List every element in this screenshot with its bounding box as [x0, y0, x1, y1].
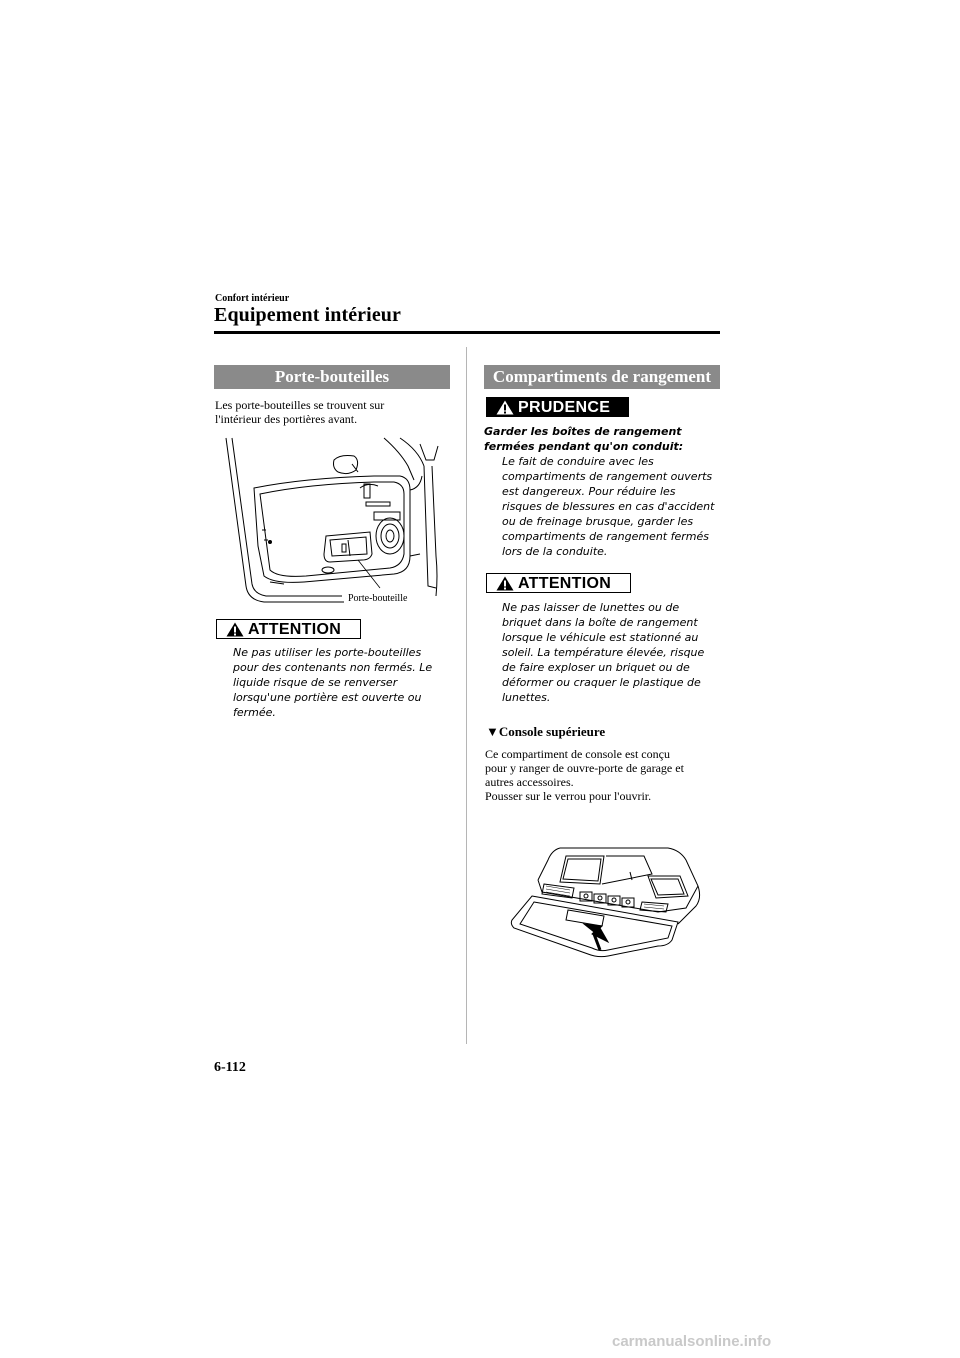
- page-title: Equipement intérieur: [214, 304, 401, 326]
- text-line: Ce compartiment de console est conçu: [485, 747, 670, 761]
- text-line: lunettes.: [502, 691, 551, 704]
- text-line: risques de blessures en cas d'accident: [502, 500, 715, 513]
- header-rule: [214, 331, 720, 334]
- figure-label-porte-bouteille: Porte-bouteille: [348, 593, 408, 604]
- text-line: déformer ou craquer le plastique de: [502, 676, 701, 689]
- text-line: pour des contenants non fermés. Le: [233, 661, 433, 674]
- text-line: lorsqu'une portière est ouverte ou: [233, 691, 422, 704]
- attention-text-left: [233, 645, 432, 720]
- triangle-down-icon: ▼: [486, 724, 499, 739]
- text-line: l'intérieur des portières avant.: [215, 412, 358, 426]
- text-line: Ne pas utiliser les porte-bouteilles: [233, 646, 422, 659]
- text-line: fermée.: [233, 706, 276, 719]
- text-line: Ne pas laisser de lunettes ou de: [502, 601, 680, 614]
- subheading-text: Console supérieure: [498, 724, 606, 739]
- attention-text-right: [502, 600, 704, 705]
- text-line: fermées pendant qu'on conduit:: [484, 440, 684, 453]
- prudence-label: PRUDENCE: [518, 399, 611, 416]
- warning-triangle-icon: [496, 400, 514, 415]
- text-line: pour y ranger de ouvre-porte de garage et: [485, 761, 684, 775]
- text-line: autres accessoires.: [485, 775, 574, 789]
- heading-porte-bouteilles: Porte-bouteilles: [214, 365, 450, 389]
- text-line: briquet dans la boîte de rangement: [502, 616, 698, 629]
- attention-box-right: [486, 573, 631, 593]
- text-line: Garder les boîtes de rangement: [484, 425, 682, 438]
- attention-box-left: [216, 619, 361, 639]
- subheading-console-superieure: [486, 724, 605, 740]
- watermark: carmanualsonline.info: [612, 1333, 772, 1350]
- text-line: Pousser sur le verrou pour l'ouvrir.: [485, 789, 652, 803]
- column-divider: [466, 347, 467, 1044]
- attention-label: ATTENTION: [518, 575, 612, 592]
- text-line: Les porte-bouteilles se trouvent sur: [215, 398, 385, 412]
- page-number: 6-112: [214, 1060, 246, 1075]
- text-line: soleil. La température élevée, risque: [502, 646, 705, 659]
- left-intro: [215, 398, 384, 426]
- door-bottle-holder-illustration: [224, 436, 442, 608]
- text-line: est dangereux. Pour réduire les: [502, 485, 676, 498]
- text-line: lors de la conduite.: [502, 545, 608, 558]
- attention-label: ATTENTION: [248, 621, 342, 638]
- console-body: [485, 747, 684, 803]
- text-line: liquide risque de se renverser: [233, 676, 398, 689]
- prudence-box: [486, 397, 629, 417]
- text-line: Le fait de conduire avec les: [502, 455, 654, 468]
- text-line: de faire exploser un briquet ou de: [502, 661, 690, 674]
- text-line: compartiments de rangement fermés: [502, 530, 709, 543]
- text-line: ou de freinage brusque, garder les: [502, 515, 694, 528]
- prudence-title: [484, 424, 683, 454]
- section-label: Confort intérieur: [215, 293, 290, 304]
- warning-triangle-icon: [226, 622, 244, 637]
- prudence-text: [502, 454, 714, 559]
- warning-triangle-icon: [496, 576, 514, 591]
- text-line: lorsque le véhicule est stationné au: [502, 631, 699, 644]
- overhead-console-illustration: [508, 846, 708, 964]
- heading-compartiments: Compartiments de rangement: [484, 365, 720, 389]
- text-line: compartiments de rangement ouverts: [502, 470, 713, 483]
